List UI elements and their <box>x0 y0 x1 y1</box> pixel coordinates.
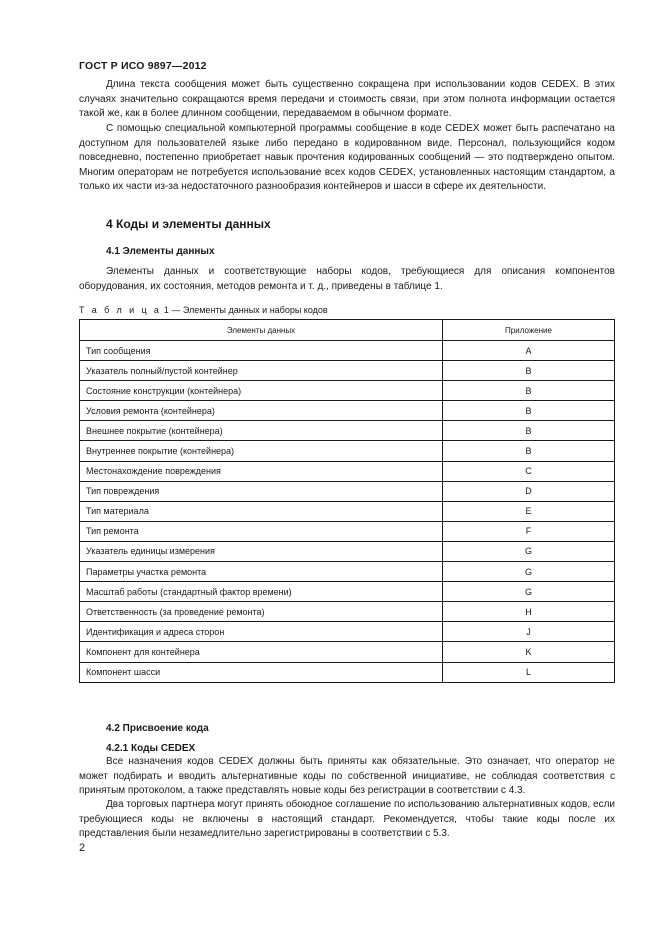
page-number: 2 <box>79 842 86 854</box>
cell-annex: B <box>443 401 615 421</box>
cell-annex: J <box>443 622 615 642</box>
section-4-2-1-paragraph-2: Два торговых партнера могут принять обоюдное соглашение по использованию альтернативных кодов, если требующиеся коды не включены в настоящий стандарт. Рекомендуется, чтобы такие коды после их представления были незамедлительно зарегистрированы в соответствии с 5.3. <box>79 799 615 840</box>
cell-element: Ответственность (за проведение ремонта) <box>80 602 443 622</box>
table-row <box>80 602 615 622</box>
table-row <box>80 361 615 381</box>
cell-element: Состояние конструкции (контейнера) <box>80 381 443 401</box>
cell-element: Параметры участка ремонта <box>80 562 443 582</box>
table-row <box>80 441 615 461</box>
intro-paragraph-2: С помощью специальной компьютерной программы сообщение в коде CEDEX может быть распечатано на доступном для пользователей языке либо передано в кодированном виде. Персонал, пользующийся кодом повседневно, постепенно приобретает навык прочтения кодированных сообщений — это подтверждено опытом. Многим операторам не потребуется использование всех кодов CEDEX, установленных настоящим стандартом, а только их части из-за недостаточного разнообразия контейнеров и шасси в сфере их деятельности. <box>79 123 615 193</box>
table-row <box>80 521 615 541</box>
table-row <box>80 341 615 361</box>
cell-element: Условия ремонта (контейнера) <box>80 401 443 421</box>
table-row <box>80 662 615 682</box>
cell-element: Внешнее покрытие (контейнера) <box>80 421 443 441</box>
table-row <box>80 461 615 481</box>
table-row <box>80 481 615 501</box>
cell-element: Тип повреждения <box>80 481 443 501</box>
cell-element: Идентификация и адреса сторон <box>80 622 443 642</box>
cell-annex: H <box>443 602 615 622</box>
table-row <box>80 381 615 401</box>
cell-element: Тип ремонта <box>80 521 443 541</box>
table-row <box>80 642 615 662</box>
cell-annex: E <box>443 501 615 521</box>
table-caption <box>79 305 328 315</box>
table-row <box>80 541 615 561</box>
table-row <box>80 501 615 521</box>
cell-annex: L <box>443 662 615 682</box>
cell-annex: B <box>443 381 615 401</box>
cell-annex: B <box>443 441 615 461</box>
cell-annex: G <box>443 541 615 561</box>
intro-paragraph-1: Длина текста сообщения может быть существенно сокращена при использовании кодов CEDEX. В этих случаях значительно сокращаются время передачи и стоимость связи, при этом полнота информации остается такой же, как в более длинном сообщении, передаваемом в обычном формате. <box>79 79 615 120</box>
table-row <box>80 421 615 441</box>
table-caption-text: 1 — Элементы данных и наборы кодов <box>161 305 328 315</box>
table-row <box>80 582 615 602</box>
cell-annex: C <box>443 461 615 481</box>
section-4-2-1-heading: 4.2.1 Коды CEDEX <box>106 743 196 754</box>
cell-element: Тип материала <box>80 501 443 521</box>
column-header-annex: Приложение <box>443 320 615 341</box>
cell-element: Указатель единицы измерения <box>80 541 443 561</box>
section-4-1-text: Элементы данных и соответствующие наборы кодов, требующиеся для описания компонентов оборудования, их состояния, методов ремонта и т. д., приведены в таблице 1. <box>79 266 615 292</box>
cell-element: Указатель полный/пустой контейнер <box>80 361 443 381</box>
cell-annex: F <box>443 521 615 541</box>
cell-element: Компонент для контейнера <box>80 642 443 662</box>
cell-annex: G <box>443 562 615 582</box>
section-4-1-heading: 4.1 Элементы данных <box>106 246 215 257</box>
table-header-row <box>80 320 615 341</box>
table-row <box>80 401 615 421</box>
section-4-heading: 4 Коды и элементы данных <box>106 217 271 231</box>
document-header: ГОСТ Р ИСО 9897—2012 <box>79 60 207 72</box>
table-row <box>80 562 615 582</box>
cell-element: Внутреннее покрытие (контейнера) <box>80 441 443 461</box>
cell-element: Компонент шасси <box>80 662 443 682</box>
section-4-2-1-paragraph-1: Все назначения кодов CEDEX должны быть приняты как обязательные. Это означает, что оператор не может подбирать и вводить альтернативные коды по собственной инициативе, не соблюдая соответствия с принятым протоколом, а также представлять новые коды без регистрации в соответствии с 4.3. <box>79 756 615 797</box>
table-caption-label: Т а б л и ц а <box>79 305 162 315</box>
cell-annex: D <box>443 481 615 501</box>
section-4-2-heading: 4.2 Присвоение кода <box>106 723 209 734</box>
cell-element: Местонахождение повреждения <box>80 461 443 481</box>
table-row <box>80 622 615 642</box>
cell-annex: K <box>443 642 615 662</box>
cell-annex: A <box>443 341 615 361</box>
cell-element: Масштаб работы (стандартный фактор времени) <box>80 582 443 602</box>
data-elements-table <box>79 319 615 683</box>
cell-annex: B <box>443 361 615 381</box>
column-header-data-elements: Элементы данных <box>80 320 443 341</box>
cell-annex: B <box>443 421 615 441</box>
cell-element: Тип сообщения <box>80 341 443 361</box>
cell-annex: G <box>443 582 615 602</box>
